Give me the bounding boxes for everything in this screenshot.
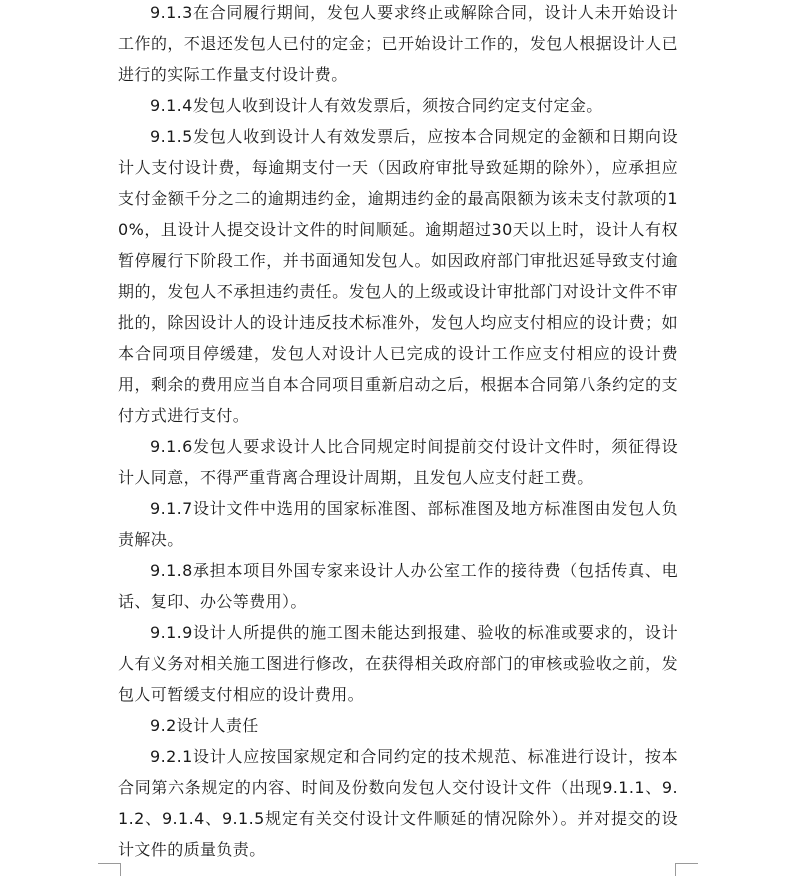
clause-9-1-6: 9.1.6发包人要求设计人比合同规定时间提前交付设计文件时，须征得设计人同意，不得严重背离合理设计周期，且发包人应支付赶工费。 [118, 437, 678, 487]
document-body [118, 0, 678, 865]
page-corner-mark-left [98, 863, 121, 876]
clause-9-1-7: 9.1.7设计文件中选用的国家标准图、部标准图及地方标准图由发包人负责解决。 [118, 499, 678, 549]
clause-9-1-4: 9.1.4发包人收到设计人有效发票后，须按合同约定支付定金。 [150, 96, 603, 115]
clause-9-1-8: 9.1.8承担本项目外国专家来设计人办公室工作的接待费（包括传真、电话、复印、办公等费用）。 [118, 561, 678, 611]
clause-9-1-3: 9.1.3在合同履行期间，发包人要求终止或解除合同，设计人未开始设计工作的，不退还发包人已付的定金；已开始设计工作的，发包人根据设计人已进行的实际工作量支付设计费。 [118, 3, 678, 84]
clause-9-1-9: 9.1.9设计人所提供的施工图未能达到报建、验收的标准或要求的，设计人有义务对相关施工图进行修改，在获得相关政府部门的审核或验收之前，发包人可暂缓支付相应的设计费用。 [118, 623, 678, 704]
clause-9-2-1: 9.2.1设计人应按国家规定和合同约定的技术规范、标准进行设计，按本合同第六条规定的内容、时间及份数向发包人交付设计文件（出现9.1.1、9.1.2、9.1.4、9.1.5规定有关交付设计文件顺延的情况除外）。并对提交的设计文件的质量负责。 [118, 747, 678, 859]
section-heading-9-2: 9.2设计人责任 [150, 716, 259, 735]
clause-9-1-5: 9.1.5发包人收到设计人有效发票后，应按本合同规定的金额和日期向设计人支付设计费，每逾期支付一天（因政府审批导致延期的除外），应承担应支付金额千分之二的逾期违约金，逾期违约金的最高限额为该未支付款项的10%，且设计人提交设计文件的时间顺延。逾期超过30天以上时，设计人有权暂停履行下阶段工作，并书面通知发包人。如因政府部门审批迟延导致支付逾期的，发包人不承担违约责任。发包人的上级或设计审批部门对设计文件不审批的，除因设计人的设计违反技术标准外，发包人均应支付相应的设计费；如本合同项目停缓建，发包人对设计人已完成的设计工作应支付相应的设计费用，剩余的费用应当自本合同项目重新启动之后，根据本合同第八条约定的支付方式进行支付。 [118, 127, 678, 425]
page-corner-mark-right [675, 863, 698, 876]
